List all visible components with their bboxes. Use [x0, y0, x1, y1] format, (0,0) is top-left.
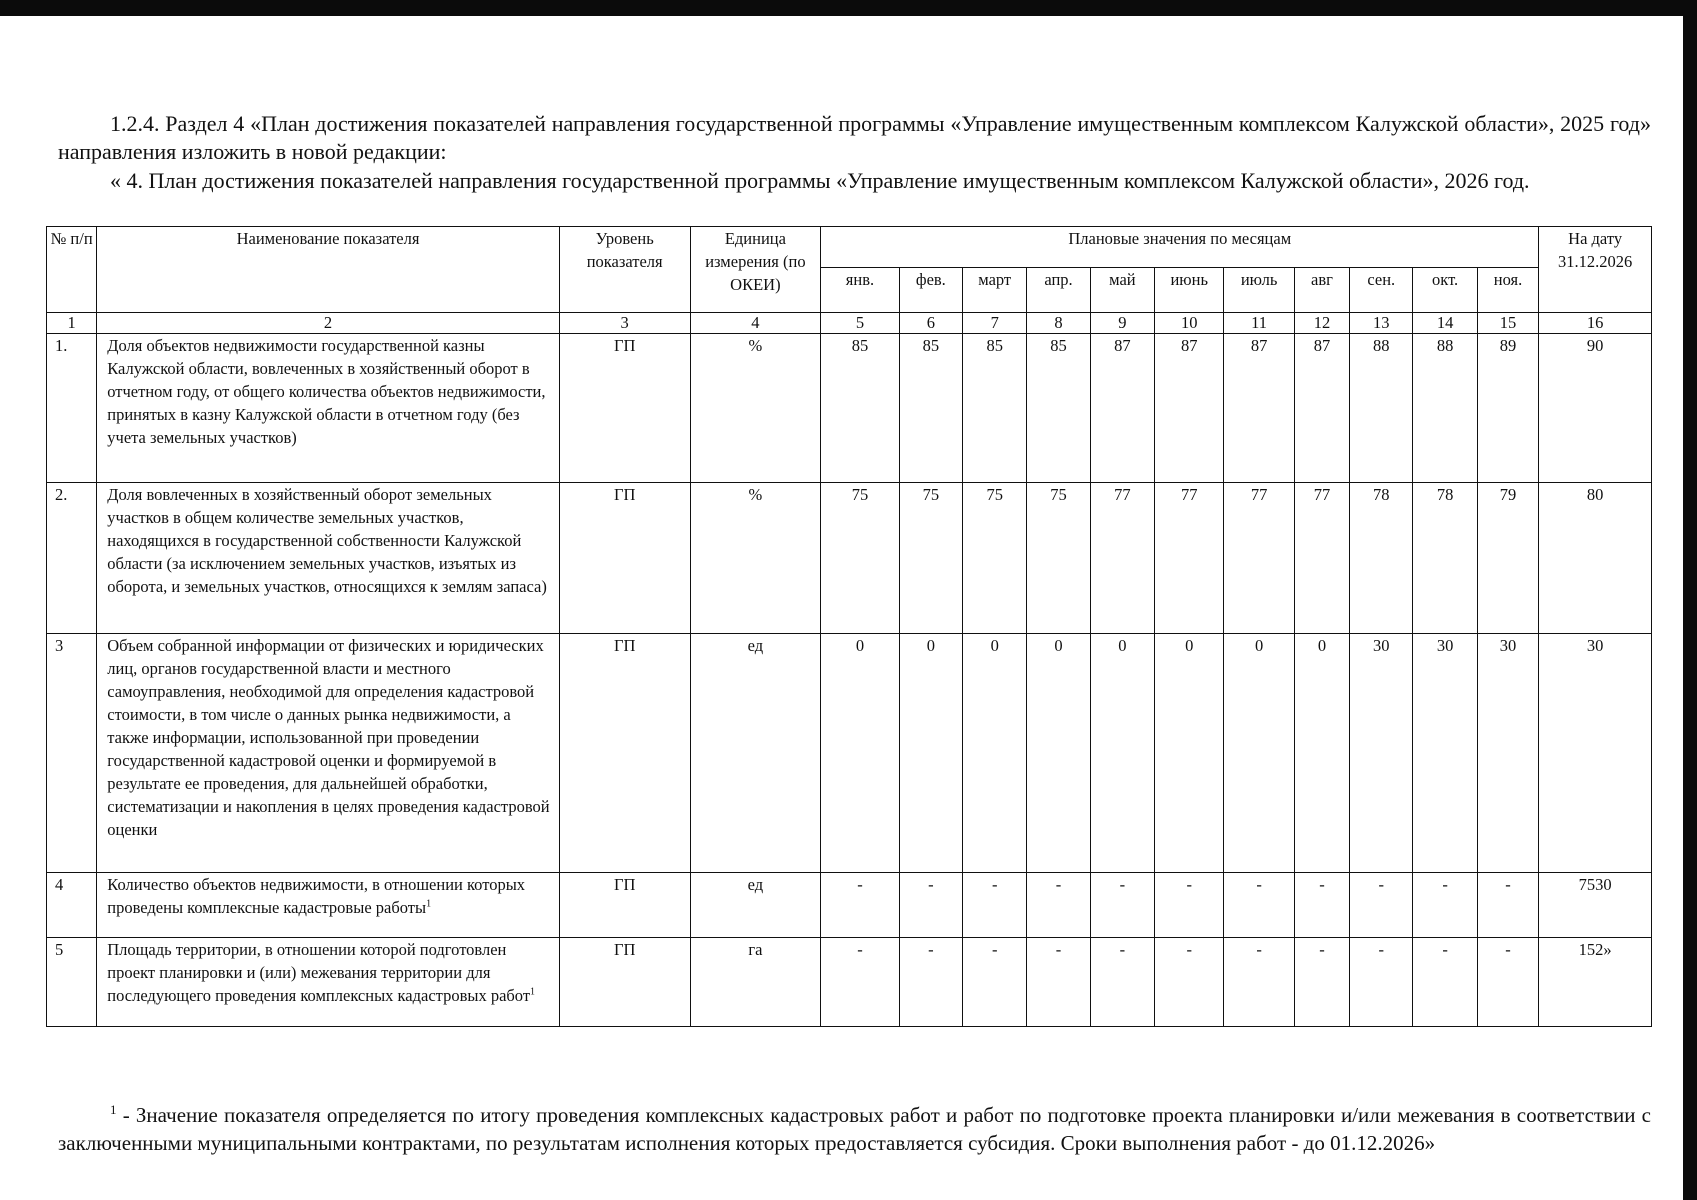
header-month: ноя. [1477, 268, 1538, 313]
plan-table [46, 226, 1652, 1027]
header-month: март [963, 268, 1027, 313]
column-number: 3 [559, 313, 690, 334]
indicator-name: Объем собранной информации от физических и юридических лиц, органов государственной власти и местного самоуправления, необходимой для определения кадастровой стоимости, в том числе о данных рынка недвижимости, а также информации, использованной при проведении государственной кадастровой оценки и формируемой в результате ее проведения, для дальнейшей обработки, систематизации и накопления в целях проведения кадастровой оценки [107, 636, 550, 839]
monthly-value: - [1294, 873, 1349, 938]
header-date: На дату 31.12.2026 [1539, 227, 1652, 313]
indicator-unit: % [690, 483, 821, 634]
header-name: Наименование показателя [97, 227, 560, 313]
monthly-value: - [1090, 873, 1154, 938]
intro-paragraph-1: 1.2.4. Раздел 4 «План достижения показателей направления государственной программы «Управление имущественным комплексом Калужской области», 2025 год» направления изложить в новой редакции: [58, 111, 1651, 164]
monthly-value: - [821, 938, 899, 1027]
header-month: июнь [1155, 268, 1224, 313]
header-num: № п/п [47, 227, 97, 313]
monthly-value: 0 [1155, 634, 1224, 873]
monthly-value: - [1027, 938, 1090, 1027]
monthly-value: - [1090, 938, 1154, 1027]
column-number: 16 [1539, 313, 1652, 334]
monthly-value: 30 [1350, 634, 1413, 873]
intro-paragraph-2: « 4. План достижения показателей направления государственной программы «Управление имущественным комплексом Калужской области», 2026 год. [110, 168, 1530, 193]
table-row [47, 938, 1652, 1027]
table-row [47, 634, 1652, 873]
monthly-value: 85 [1027, 334, 1090, 483]
monthly-value: 88 [1413, 334, 1477, 483]
indicator-unit: % [690, 334, 821, 483]
table-row [47, 334, 1652, 483]
monthly-value: - [1350, 873, 1413, 938]
indicator-unit: ед [690, 873, 821, 938]
header-month: фев. [899, 268, 962, 313]
header-month: янв. [821, 268, 899, 313]
date-value: 80 [1539, 483, 1652, 634]
column-number: 10 [1155, 313, 1224, 334]
column-number: 2 [97, 313, 560, 334]
header-month: авг [1294, 268, 1349, 313]
column-number: 4 [690, 313, 821, 334]
monthly-value: 75 [1027, 483, 1090, 634]
monthly-value: - [1224, 873, 1294, 938]
monthly-value: 78 [1413, 483, 1477, 634]
header-month: окт. [1413, 268, 1477, 313]
column-number: 11 [1224, 313, 1294, 334]
row-number: 1. [47, 334, 97, 483]
indicator-name: Площадь территории, в отношении которой подготовлен проект планировки и (или) межевания территории для последующего проведения комплексных кадастровых работ [107, 940, 531, 1005]
monthly-value: - [899, 938, 962, 1027]
monthly-value: 30 [1477, 634, 1538, 873]
date-value: 7530 [1539, 873, 1652, 938]
monthly-value: 75 [821, 483, 899, 634]
monthly-value: - [1413, 938, 1477, 1027]
monthly-value: 77 [1294, 483, 1349, 634]
table-row [47, 873, 1652, 938]
monthly-value: - [1155, 873, 1224, 938]
intro-text [58, 110, 1651, 196]
monthly-value: 0 [821, 634, 899, 873]
monthly-value: - [1155, 938, 1224, 1027]
indicator-name-cell [97, 938, 560, 1027]
indicator-name: Доля вовлеченных в хозяйственный оборот земельных участков в общем количестве земельных участков, находящихся в государственной собственности Калужской области (за исключением земельных участков, изъятых из оборота, и земельных участков, относящихся к землям запаса) [107, 485, 547, 596]
monthly-value: - [1294, 938, 1349, 1027]
monthly-value: - [1027, 873, 1090, 938]
monthly-value: - [1413, 873, 1477, 938]
footnote-mark: 1 [110, 1102, 117, 1117]
date-value: 90 [1539, 334, 1652, 483]
footnote-reference: 1 [530, 986, 536, 998]
column-number: 9 [1090, 313, 1154, 334]
column-number-row [47, 313, 1652, 334]
monthly-value: 77 [1155, 483, 1224, 634]
monthly-value: - [963, 938, 1027, 1027]
column-number: 14 [1413, 313, 1477, 334]
monthly-value: 0 [899, 634, 962, 873]
monthly-value: 0 [963, 634, 1027, 873]
monthly-value: - [1477, 873, 1538, 938]
monthly-value: 77 [1090, 483, 1154, 634]
monthly-value: 87 [1155, 334, 1224, 483]
indicator-level: ГП [559, 634, 690, 873]
monthly-value: 30 [1413, 634, 1477, 873]
monthly-value: 78 [1350, 483, 1413, 634]
indicator-name: Количество объектов недвижимости, в отношении которых проведены комплексные кадастровые работы [107, 875, 526, 917]
scan-right-border [1683, 0, 1697, 1200]
row-number: 5 [47, 938, 97, 1027]
monthly-value: 88 [1350, 334, 1413, 483]
indicator-name-cell [97, 483, 560, 634]
monthly-value: 85 [963, 334, 1027, 483]
header-row-1 [47, 227, 1652, 268]
column-number: 15 [1477, 313, 1538, 334]
monthly-value: 75 [899, 483, 962, 634]
monthly-value: 0 [1294, 634, 1349, 873]
header-unit: Единица измерения (по ОКЕИ) [690, 227, 821, 313]
monthly-value: 77 [1224, 483, 1294, 634]
date-value: 30 [1539, 634, 1652, 873]
indicator-name-cell [97, 334, 560, 483]
row-number: 2. [47, 483, 97, 634]
column-number: 13 [1350, 313, 1413, 334]
monthly-value: 87 [1090, 334, 1154, 483]
monthly-value: 0 [1027, 634, 1090, 873]
footnote-text: - Значение показателя определяется по итогу проведения комплексных кадастровых работ и работ по подготовке проекта планировки и/или межевания в соответствии с заключенными муниципальными контрактами, по результатам исполнения которых предоставляется субсидия. Сроки выполнения работ - до 01.12.2026» [58, 1103, 1651, 1155]
indicator-name-cell [97, 873, 560, 938]
indicator-level: ГП [559, 483, 690, 634]
header-month: май [1090, 268, 1154, 313]
monthly-value: 87 [1224, 334, 1294, 483]
date-value: 152» [1539, 938, 1652, 1027]
monthly-value: 0 [1224, 634, 1294, 873]
footnote-reference: 1 [426, 898, 432, 910]
monthly-value: 87 [1294, 334, 1349, 483]
monthly-value: 79 [1477, 483, 1538, 634]
indicator-unit: га [690, 938, 821, 1027]
header-level: Уровень показателя [559, 227, 690, 313]
header-month: апр. [1027, 268, 1090, 313]
header-month: сен. [1350, 268, 1413, 313]
monthly-value: - [1477, 938, 1538, 1027]
monthly-value: - [899, 873, 962, 938]
column-number: 1 [47, 313, 97, 334]
indicator-level: ГП [559, 334, 690, 483]
monthly-value: - [963, 873, 1027, 938]
indicator-level: ГП [559, 873, 690, 938]
indicator-name: Доля объектов недвижимости государственной казны Калужской области, вовлеченных в хозяйственный оборот в отчетном году, от общего количества объектов недвижимости, принятых в казну Калужской области в отчетном году (без учета земельных участков) [107, 336, 546, 447]
indicator-unit: ед [690, 634, 821, 873]
indicator-level: ГП [559, 938, 690, 1027]
monthly-value: 0 [1090, 634, 1154, 873]
row-number: 3 [47, 634, 97, 873]
monthly-value: - [1224, 938, 1294, 1027]
scan-top-border [0, 0, 1697, 16]
header-month: июль [1224, 268, 1294, 313]
footnote [58, 1096, 1651, 1157]
monthly-value: - [821, 873, 899, 938]
monthly-value: 85 [899, 334, 962, 483]
header-monthly: Плановые значения по месяцам [821, 227, 1539, 268]
column-number: 5 [821, 313, 899, 334]
column-number: 8 [1027, 313, 1090, 334]
monthly-value: 75 [963, 483, 1027, 634]
indicator-name-cell [97, 634, 560, 873]
monthly-value: 89 [1477, 334, 1538, 483]
row-number: 4 [47, 873, 97, 938]
column-number: 6 [899, 313, 962, 334]
table-row [47, 483, 1652, 634]
column-number: 12 [1294, 313, 1349, 334]
monthly-value: 85 [821, 334, 899, 483]
monthly-value: - [1350, 938, 1413, 1027]
column-number: 7 [963, 313, 1027, 334]
